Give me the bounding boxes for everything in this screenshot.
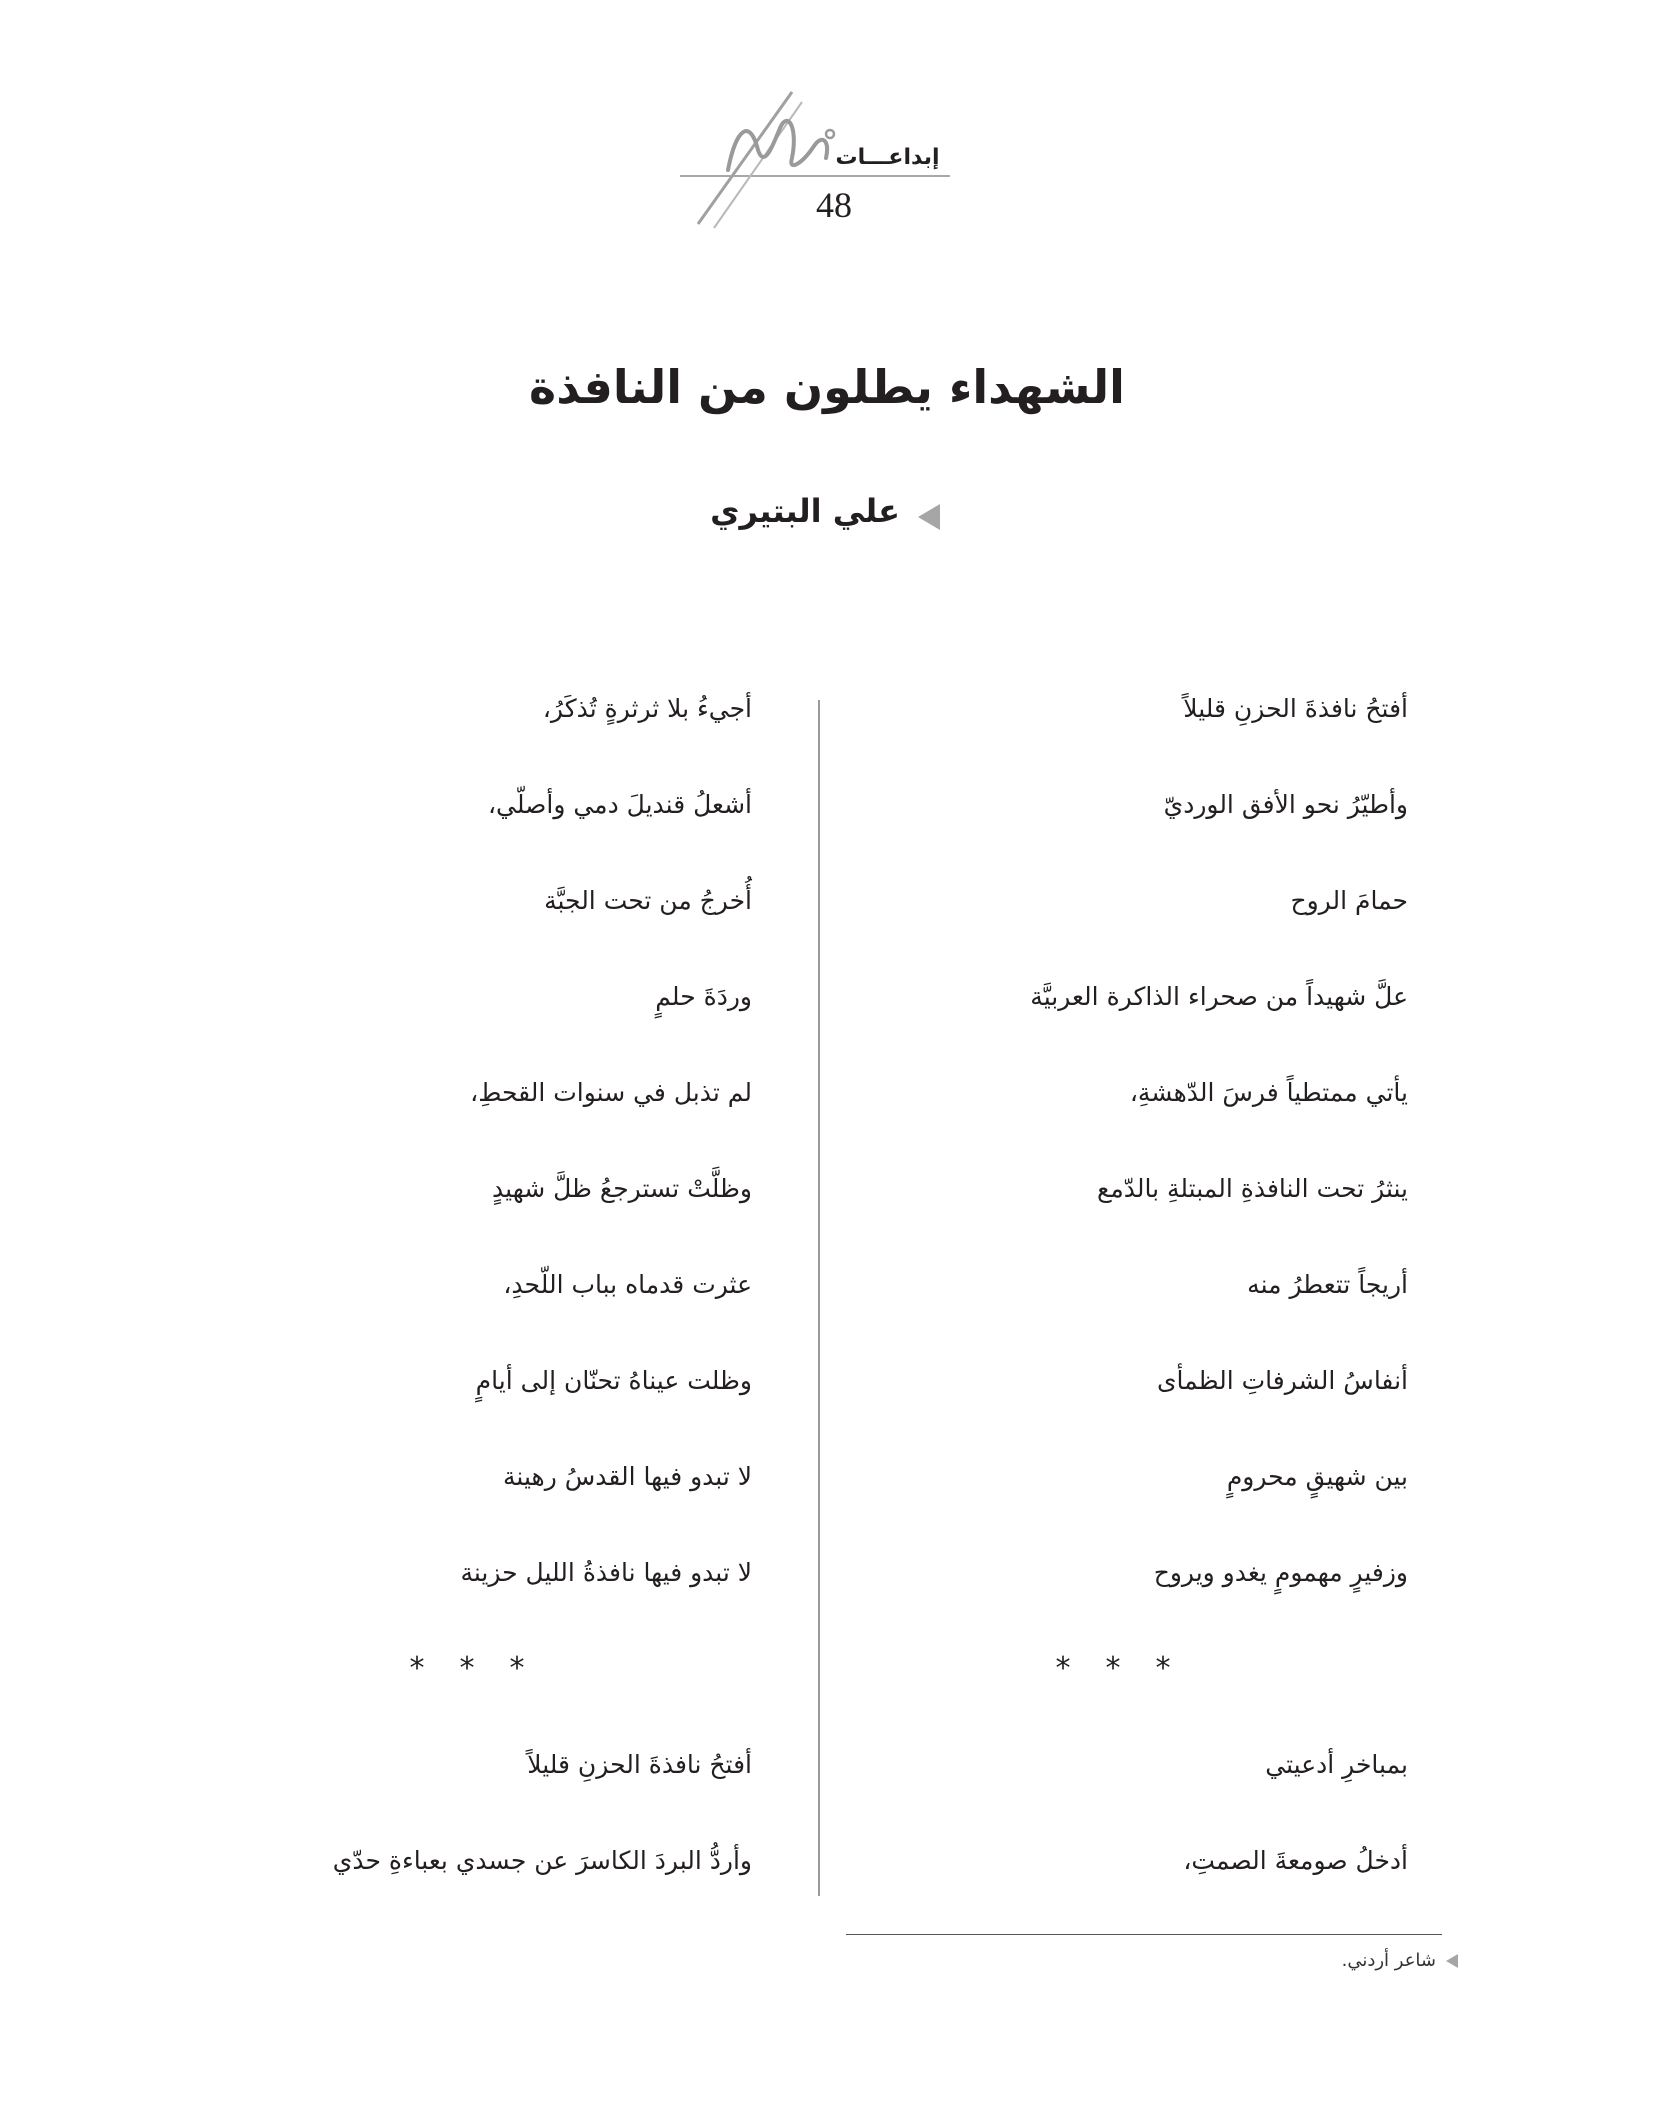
page-number: 48 — [816, 185, 852, 225]
verse-line: ينثرُ تحت النافذةِ المبتلةِ بالدّمع — [1097, 1174, 1408, 1203]
verse-line: لا تبدو فيها القدسُ رهينة — [503, 1462, 752, 1491]
poem-column-left — [292, 680, 752, 1928]
author-name: علي البتيري — [710, 492, 900, 530]
separator-star: * — [1105, 1651, 1121, 1686]
verse-line: أنفاسُ الشرفاتِ الظمأى — [1156, 1366, 1408, 1395]
separator-star: * — [1155, 1651, 1171, 1686]
verse-line: بين شهيقٍ محرومٍ — [1226, 1462, 1408, 1491]
triangle-bullet-icon — [1446, 1954, 1458, 1968]
section-label: إبداعـــات — [835, 145, 940, 170]
author-byline — [600, 490, 940, 540]
verse-line: وردَةَ حلمٍ — [655, 982, 752, 1011]
poem-column-right — [968, 680, 1408, 1928]
separator-star: * — [459, 1651, 475, 1686]
triangle-bullet-icon — [918, 504, 940, 530]
verse-line: أدخلُ صومعةَ الصمتِ، — [1183, 1846, 1408, 1875]
verse-line: أجيءُ بلا ثرثرةٍ تُذكَرُ، — [542, 694, 752, 723]
separator-star: * — [509, 1651, 525, 1686]
separator-star: * — [409, 1651, 425, 1686]
verse-line: يأتي ممتطياً فرسَ الدّهشةِ، — [1129, 1078, 1408, 1107]
verse-line: وظلَّتْ تسترجعُ ظلَّ شهيدٍ — [492, 1174, 752, 1203]
stanza-separator — [968, 1640, 1408, 1736]
separator-star: * — [1055, 1651, 1071, 1686]
verse-line: حمامَ الروح — [1290, 886, 1408, 915]
verse-line: علَّ شهيداً من صحراء الذاكرة العربيَّة — [1030, 982, 1408, 1011]
verse-line: لم تذبل في سنوات القحطِ، — [470, 1078, 752, 1107]
stanza-separator — [292, 1640, 752, 1736]
verse-line: أريجاً تتعطرُ منه — [1247, 1270, 1408, 1299]
footnote-rule — [846, 1934, 1442, 1935]
poem-title: الشهداء يطلون من النافذة — [529, 360, 1125, 414]
column-divider — [818, 700, 820, 1896]
verse-line: أفتحُ نافذةَ الحزنِ قليلاً — [1183, 694, 1408, 723]
verse-line: لا تبدو فيها نافذةُ الليل حزينة — [460, 1558, 752, 1587]
verse-line: بمباخرِ أدعيتي — [1265, 1750, 1408, 1779]
verse-line: وأطيّرُ نحو الأفق الورديّ — [1163, 790, 1408, 819]
verse-line: وزفيرٍ مهمومٍ يغدو ويروح — [1153, 1558, 1408, 1587]
verse-line: عثرت قدماه بباب اللّحدِ، — [503, 1270, 752, 1299]
verse-line: وأردُّ البردَ الكاسرَ عن جسدي بعباءةِ حدّي — [332, 1846, 752, 1875]
footnote-text: شاعر أردني. — [1341, 1950, 1436, 1971]
verse-line: وظلت عيناهُ تحنّان إلى أيامٍ — [475, 1366, 752, 1395]
verse-line: أفتحُ نافذةَ الحزنِ قليلاً — [527, 1750, 752, 1779]
page-header — [680, 88, 960, 238]
verse-line: أُخرجُ من تحت الجبَّة — [544, 886, 752, 915]
verse-line: أشعلُ قنديلَ دمي وأصلّي، — [487, 790, 752, 819]
footnote — [1342, 1950, 1458, 1971]
